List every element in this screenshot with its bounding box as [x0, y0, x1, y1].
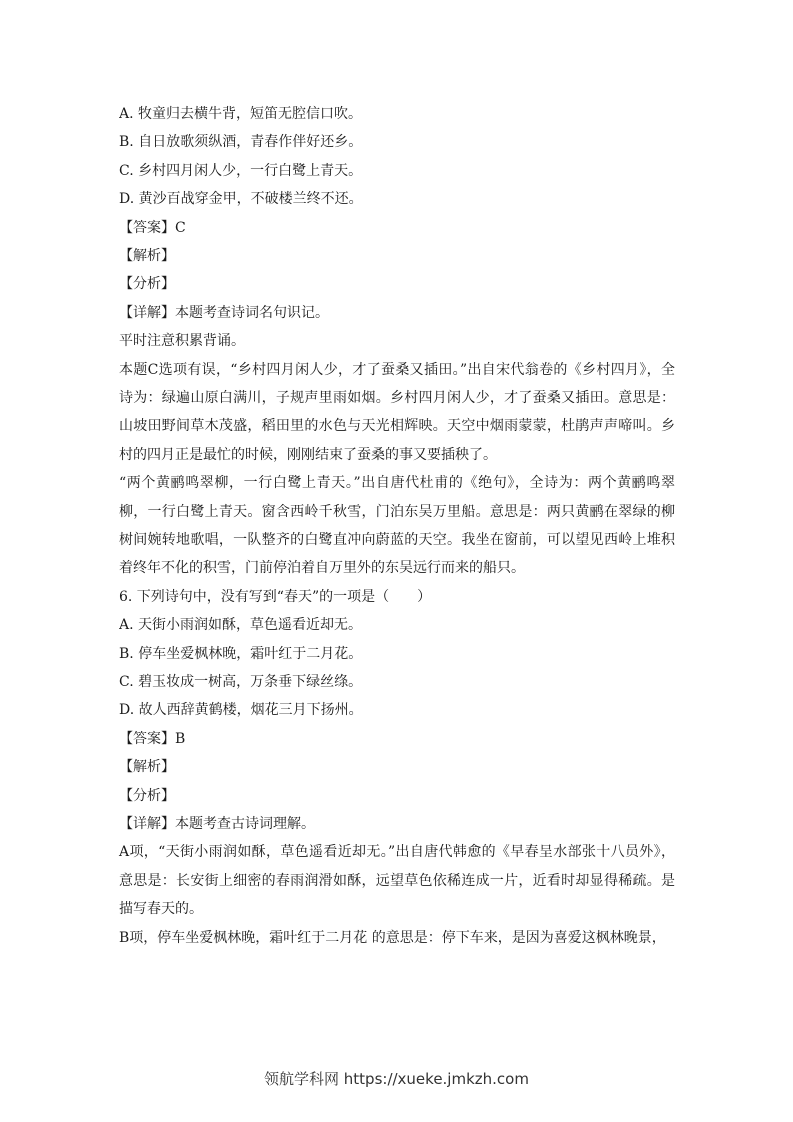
q6-explanation-paragraph-a: A项，“天街小雨润如酥，草色遥看近却无。”出自唐代韩愈的《早春呈水部张十八员外》，意思是：长安街上细密的春雨润滑如酥，远望草色依稀连成一片，近看时却显得稀疏。是描写春天的。 — [119, 844, 675, 918]
q5-fenxi-heading: 【分析】 — [119, 276, 175, 293]
document-page — [119, 100, 675, 952]
q6-option-c: C. 碧玉妆成一树高，万条垂下绿丝绦。 — [119, 673, 363, 690]
q5-option-b: B. 自日放歌须纵酒，青春作伴好还乡。 — [119, 134, 363, 151]
q6-option-a: A. 天街小雨润如酥，草色遥看近却无。 — [119, 617, 363, 634]
q5-answer: 【答案】C — [119, 219, 186, 236]
q6-fenxi-heading: 【分析】 — [119, 787, 175, 804]
q6-option-d: D. 故人西辞黄鹤楼，烟花三月下扬州。 — [119, 702, 363, 719]
q5-note: 平时注意积累背诵。 — [119, 333, 245, 350]
q5-option-a: A. 牧童归去横牛背，短笛无腔信口吹。 — [119, 106, 363, 122]
q6-question: 6. 下列诗句中，没有写到“春天”的一项是（ ） — [119, 588, 432, 605]
q5-analysis-heading: 【解析】 — [119, 247, 175, 264]
q6-answer: 【答案】B — [119, 730, 186, 747]
q5-explanation-paragraph-1: 本题C选项有误，“乡村四月闲人少，才了蚕桑又插田。”出自宋代翁卷的《乡村四月》，全诗为：绿遍山原白满川，子规声里雨如烟。乡村四月闲人少，才了蚕桑又插田。意思是：山坡田野间草木茂盛，稻田里的水色与天光相辉映。天空中烟雨蒙蒙，杜鹃声声啼叫。乡村的四月正是最忙的时候，刚刚结束了蚕桑的事又要插秧了。 — [119, 361, 675, 463]
q5-option-c: C. 乡村四月闲人少，一行白鹭上青天。 — [119, 162, 363, 179]
q6-analysis-heading: 【解析】 — [119, 759, 175, 776]
q5-option-d: D. 黄沙百战穿金甲，不破楼兰终不还。 — [119, 191, 363, 208]
page-footer: 领航学科网 https://xueke.jmkzh.com — [264, 1070, 529, 1088]
q6-detail: 【详解】本题考查古诗词理解。 — [119, 815, 315, 832]
q6-option-b: B. 停车坐爱枫林晚，霜叶红于二月花。 — [119, 645, 363, 662]
q6-explanation-paragraph-b: B项，停车坐爱枫林晚，霜叶红于二月花 的意思是：停下车来，是因为喜爱这枫林晚景， — [119, 929, 666, 946]
q5-explanation-paragraph-2: “两个黄鹂鸣翠柳，一行白鹭上青天。”出自唐代杜甫的《绝句》，全诗为：两个黄鹂鸣翠柳，一行白鹭上青天。窗含西岭千秋雪，门泊东吴万里船。意思是：两只黄鹂在翠绿的柳树间婉转地歌唱，一队整齐的白鹭直冲向蔚蓝的天空。我坐在窗前，可以望见西岭上堆积着终年不化的积雪，门前停泊着自万里外的东吴远行而来的船只。 — [119, 475, 675, 577]
q5-detail: 【详解】本题考查诗词名句识记。 — [119, 304, 329, 321]
